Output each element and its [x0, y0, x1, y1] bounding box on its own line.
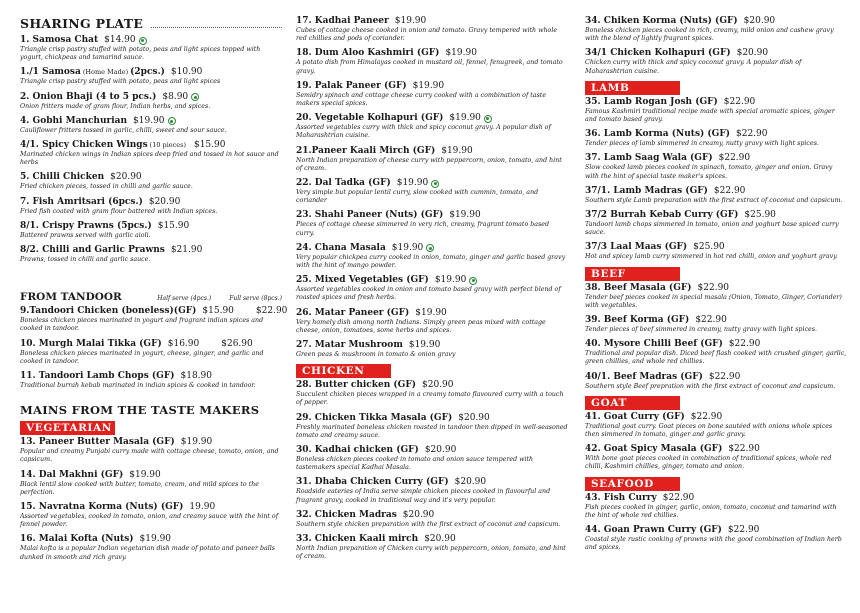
item-description: Succulent chicken pieces wrapped in a creamy tomato flavoured curry with a touch of pepper. [296, 391, 564, 407]
item-name-row [585, 129, 847, 140]
item-name: 20. Vegetable Kolhapuri (GF) [296, 113, 444, 124]
item-description: Southern style chicken preparation with the first extract of coconut and capsicum. [296, 520, 561, 528]
menu-item [585, 242, 847, 261]
item-price: $22.90 [708, 371, 741, 382]
item-name: 10. Murgh Malai Tikka (GF) [20, 338, 162, 349]
item-name: 4. Gobhi Manchurian [20, 115, 128, 126]
menu-item [296, 210, 568, 237]
item-price: $21.90 [170, 245, 203, 256]
item-name-row [20, 67, 282, 78]
menu-item [296, 146, 568, 173]
item-price: $19.90 [180, 437, 213, 448]
item-price: $19.90 [415, 307, 447, 318]
item-price: $20.90 [110, 172, 142, 183]
item-price: $25.90 [744, 210, 776, 221]
item-description: Slow cooked lamb pieces cooked in spinach, tomato, ginger and onion. Gravy with the hint of special taste maker's spices. [585, 164, 833, 180]
vegan-icon [191, 93, 199, 101]
item-name: 27. Matar Mushroom [296, 340, 403, 351]
item-description: Pieces of cottage cheese simmered in very rich, creamy, fragrant tomato based curry. [296, 221, 550, 237]
item-price: $22.90 [713, 185, 746, 196]
full-serve-header: Full serve (8pcs.) [229, 295, 282, 303]
item-name-row [296, 380, 568, 391]
item-description: Coastal style rustic cooking of prawns with the good combination of Indian herb and spices. [585, 536, 842, 552]
menu-column-2 [296, 16, 568, 567]
item-name-row [296, 510, 568, 521]
item-name: 18. Dum Aloo Kashmiri (GF) [296, 48, 440, 59]
item-price: $22.90 [697, 282, 730, 293]
item-name-row [296, 146, 568, 157]
item-price: $22.90 [695, 315, 727, 326]
item-price: $10.90 [170, 67, 203, 78]
item-name: 9.Tandoori Chicken (boneless)(GF) [20, 306, 197, 317]
menu-item [585, 283, 847, 310]
item-price: $22.90 [727, 525, 760, 536]
item-name-row [296, 113, 568, 124]
item-name-row [296, 48, 568, 59]
item-name-row [296, 16, 568, 27]
menu-item [585, 16, 847, 43]
item-name: 4/1. Spicy Chicken Wings [20, 140, 148, 151]
item-name: 2. Onion Bhaji (4 to 5 pcs.) [20, 91, 157, 102]
item-name-row [585, 412, 847, 423]
item-price: $16.90 [167, 338, 200, 349]
item-description: Chicken curry with thick and spicy coconut gravy. A popular dish of Maharashtrian cuisine. [585, 59, 802, 75]
lamb-list [585, 97, 847, 262]
menu-column-3 [585, 16, 847, 557]
item-price-full: $26.90 [221, 338, 253, 349]
item-description: Boneless chicken pieces marinated in yogurt and fragrant indian spices and cooked in tandoor. [20, 317, 264, 333]
item-price: $19.90 [449, 113, 481, 124]
item-name-row [585, 339, 847, 350]
item-description: Assorted vegetables curry with thick and spicy coconut gravy. A popular dish of Maharashtrian cuisine. [296, 124, 551, 140]
chicken-list-continued [585, 16, 847, 76]
item-description: Tandoori lamb chops simmered in tomato, onion and yoghurt base spiced curry sauce. [585, 221, 839, 237]
menu-item [20, 92, 282, 111]
item-name-row [20, 172, 282, 183]
menu-item [296, 445, 568, 472]
menu-item [585, 525, 847, 552]
category-seafood: SEAFOOD [585, 477, 680, 491]
item-price: $20.90 [736, 48, 769, 59]
vegan-icon [484, 115, 492, 123]
item-price: $19.90 [441, 145, 473, 156]
vegan-icon [431, 180, 439, 188]
item-name-row [20, 502, 282, 513]
item-name: 38. Beef Masala (GF) [585, 282, 692, 293]
menu-item [585, 493, 847, 520]
category-vegetarian: VEGETARIAN [20, 421, 115, 435]
item-price-full: $22.90 [255, 306, 288, 317]
item-price: $15.90 [157, 220, 190, 231]
item-name-row [20, 221, 282, 232]
item-description: Roadside eateries of India serve simple chicken pieces cooked in flavourful and fragrant gravy, cooked in traditional way and it's very popular. [296, 488, 551, 504]
item-price: $20.90 [454, 477, 487, 488]
item-name: 19. Palak Paneer (GF) [296, 80, 407, 91]
item-name: 42. Goat Spicy Masala (GF) [585, 444, 723, 455]
item-description: Tender pieces of lamb simmered in creamy, nutty gravy with light spices. [585, 140, 819, 148]
item-name: 16. Malai Kofta (Nuts) [20, 534, 134, 545]
menu-item [585, 315, 847, 334]
item-name: 15. Navratna Korma (Nuts) (GF) [20, 502, 184, 513]
menu-item [296, 380, 568, 407]
item-name-row [20, 371, 282, 382]
item-name-row [296, 445, 568, 456]
item-name: 17. Kadhai Paneer [296, 16, 389, 26]
menu-item [585, 153, 847, 180]
item-name: 34. Chiken Korma (Nuts) (GF) [585, 16, 738, 26]
item-description: Famous Kashmiri traditional recipe made with special aromatic spices, ginger and tomato based gravy. [585, 107, 835, 124]
menu-item [20, 245, 282, 264]
item-description: Freshly marinated boneless chicken roasted in tandoor then dipped in well-seasoned tomato and creamy sauce. [296, 423, 568, 439]
menu-item [20, 437, 282, 464]
item-name-row [20, 197, 282, 208]
item-name-row [296, 81, 568, 92]
item-description: Semidry spinach and cottage cheese curry cooked with a combination of taste makers special spices. [296, 91, 547, 108]
item-description: Very simple but popular lentil curry, slow cooked with cummin, tomato, and coriander [296, 189, 539, 205]
item-name: 30. Kadhai chicken (GF) [296, 445, 419, 456]
section-sharing-plate [20, 16, 282, 31]
menu-item [20, 502, 282, 529]
item-description: Black lentil slow cooked with butter, tomato, cream, and mild spices to the perfection. [20, 480, 260, 496]
item-name-row [585, 153, 847, 164]
item-name-row [20, 116, 282, 127]
item-description: North Indian preparation of Chicken curry with peppercorn, onion, tomato, and hint of cream. [296, 545, 566, 561]
item-price: $20.90 [458, 412, 490, 423]
item-name: 23. Shahi Paneer (Nuts) (GF) [296, 210, 444, 221]
item-name: 14. Dal Makhni (GF) [20, 469, 124, 480]
item-name: 32. Chicken Madras [296, 509, 397, 520]
item-name: 34/1 Chicken Kolhapuri (GF) [585, 48, 731, 59]
item-price: $19.90 [396, 178, 429, 189]
menu-item [296, 340, 568, 359]
dotted-divider [151, 20, 282, 28]
chicken-list [296, 380, 568, 561]
category-lamb: LAMB [585, 81, 680, 95]
menu-item [296, 243, 568, 270]
item-description: Boneless chicken pieces marinated in yogurt, cheese, ginger, and garlic and cooked in tandoor. [20, 349, 264, 365]
item-name-row [20, 35, 282, 46]
item-name: 8/2. Chilli and Garlic Prawns [20, 245, 165, 256]
item-description: Battered prawns served with garlic aioli. [20, 231, 151, 239]
item-name-row [585, 372, 847, 383]
menu-item [585, 210, 847, 237]
menu-item [20, 140, 282, 167]
item-price: $20.90 [743, 16, 776, 26]
item-description: Southern style Lamb preparation with the first extract of coconut and capsicum. [585, 196, 843, 204]
item-description: Boneless chicken pieces cooked in tomato and onion sauce tempered with tastemakers special Kadhai Masala. [296, 456, 534, 472]
vegan-icon [139, 37, 147, 45]
item-price: $19.90 [129, 469, 161, 480]
item-name-row [296, 178, 568, 189]
item-price: $19.90 [408, 340, 441, 351]
vegan-icon [426, 244, 434, 252]
vegan-icon [168, 117, 176, 125]
item-name: 37/1. Lamb Madras (GF) [585, 185, 708, 196]
item-name-row [585, 210, 847, 221]
menu-item [20, 172, 282, 191]
menu-item [20, 306, 288, 333]
menu-item [20, 116, 282, 135]
item-name: 39. Beef Korma (GF) [585, 315, 690, 326]
item-description: Traditional goat curry. Goat pieces on bone sautéed with onions whole spices then simmered in tomato, ginger and garlic gravy. [585, 422, 833, 439]
item-name-row [296, 477, 568, 488]
item-description: North Indian preparation of cheese curry with peppercorn, onion, tomato, and hint of cream. [296, 156, 562, 172]
menu-item [296, 477, 568, 504]
item-name: 8/1. Crispy Prawns (5pcs.) [20, 220, 152, 231]
item-price: $19.90 [394, 16, 427, 26]
menu-item [20, 35, 282, 62]
section-title: SHARING PLATE [20, 16, 144, 31]
item-name-row [585, 48, 847, 59]
menu-item [296, 510, 568, 529]
item-description: Fish pieces cooked in ginger, garlic, onion, tomato, coconut and tamarind with the hint of whole red chillies. [585, 503, 837, 519]
item-name-row [20, 306, 288, 317]
item-description: Cauliflower fritters tossed in garlic, chilli, sweet and sour sauce. [20, 126, 227, 134]
item-price: $20.90 [422, 380, 454, 391]
item-description: Traditional burrah kebab marinated in indian spices & cooked in tandoor. [20, 382, 256, 390]
item-name-row [296, 413, 568, 424]
menu-item [296, 308, 568, 335]
item-price: $19.90 [133, 115, 165, 126]
item-price: $22.90 [723, 96, 756, 107]
item-name: 5. Chilli Chicken [20, 172, 105, 183]
menu-item [296, 113, 568, 140]
category-chicken: CHICKEN [296, 364, 391, 378]
item-description: Marinated chicken wings in Indian spices deep fried and tossed in hot sauce and herbs [20, 151, 279, 167]
seafood-list [585, 493, 847, 553]
category-beef: BEEF [585, 267, 680, 281]
item-name-row [585, 242, 847, 253]
item-name-row [585, 283, 847, 294]
item-name-row [20, 534, 282, 545]
item-name-row [296, 210, 568, 221]
item-name: 1. Samosa Chat [20, 35, 99, 45]
item-name-row [296, 308, 568, 319]
item-name-row [20, 140, 282, 151]
item-name: 37/2 Burrah Kebab Curry (GF) [585, 210, 739, 221]
item-name-row [585, 97, 847, 108]
item-price: $22.90 [728, 444, 760, 455]
item-name: 21.Paneer Kaali Mirch (GF) [296, 145, 436, 156]
item-name-row [296, 243, 568, 254]
menu-item [296, 178, 568, 205]
item-name: 35. Lamb Rogan Josh (GF) [585, 96, 718, 107]
item-name-row [20, 437, 282, 448]
menu-item [296, 413, 568, 440]
item-name: 37. Lamb Saag Wala (GF) [585, 153, 713, 164]
item-price: $20.90 [424, 534, 456, 545]
item-name-row [585, 315, 847, 326]
item-name: 41. Goat Curry (GF) [585, 411, 685, 422]
item-name: 37/3 Laal Maas (GF) [585, 242, 688, 253]
item-name-row [296, 534, 568, 545]
item-name: 26. Matar Paneer (GF) [296, 307, 410, 318]
item-name: 44. Goan Prawn Curry (GF) [585, 525, 722, 536]
section-title: FROM TANDOOR [20, 291, 122, 304]
menu-item [20, 221, 282, 240]
item-name-suffix: (2pcs.) [130, 67, 165, 78]
menu-item [585, 412, 847, 439]
item-description: Popular and creamy Punjabi curry made with cottage cheese, tomato, onion, and capsicum. [20, 448, 279, 464]
item-name-row [585, 493, 847, 504]
item-price: $19.90 [449, 210, 481, 221]
item-description: Southern style Beef prepration with the first extract of coconut and capsicum. [585, 382, 836, 390]
item-name: 29. Chicken Tikka Masala (GF) [296, 412, 453, 423]
item-name: 40/1. Beef Madras (GF) [585, 371, 703, 382]
item-price: $20.90 [402, 509, 435, 520]
item-name: 1./1 Samosa [20, 67, 81, 78]
goat-list [585, 412, 847, 472]
menu-item [585, 97, 847, 124]
item-description: Very popular chickpea curry cooked in onion, tomato, ginger and garlic based gravy with the hint of mango powder. [296, 253, 566, 270]
menu-item [585, 48, 847, 75]
tandoor-list [20, 306, 288, 390]
menu-item [20, 339, 282, 366]
category-goat: GOAT [585, 396, 680, 410]
item-description: Triangle crisp pastry stuffed with potato, peas and light spices topped with yogurt, chickpeas and tamarind sauce. [20, 46, 261, 62]
menu-item [585, 339, 847, 366]
item-description: Assorted vegetables, cooked in tomato, onion, and creamy sauce with the hint of fennel powder. [20, 513, 279, 529]
vegan-icon [469, 277, 477, 285]
vegetarian-list [20, 437, 282, 562]
beef-list [585, 283, 847, 391]
item-price: $19.90 [412, 80, 445, 91]
item-name: 43. Fish Curry [585, 492, 657, 503]
menu-item [296, 48, 568, 75]
item-name-row [20, 470, 282, 481]
item-name-row [585, 444, 847, 455]
item-description: Green peas & mushroom in tomato & onion gravy [296, 351, 456, 359]
menu-item [20, 371, 282, 390]
menu-item [296, 16, 568, 43]
item-description: Assorted vegetables cooked in onion and tomato based gravy with perfect blend of roasted spices and fresh herbs. [296, 286, 561, 302]
item-price: $20.90 [424, 445, 457, 456]
item-name: 7. Fish Amritsari (6pcs.) [20, 196, 143, 207]
item-name-row [296, 275, 568, 286]
menu-column-1 [20, 16, 288, 567]
vegetarian-list-continued [296, 16, 568, 359]
item-description: Traditional and popular dish. Diced beef flash cooked with crushed ginger, garlic, green chillies, and whole red chillies. [585, 350, 847, 366]
item-price: $15.90 [193, 140, 226, 151]
menu-item [20, 470, 282, 497]
item-name-row [585, 16, 847, 27]
menu-item [585, 129, 847, 148]
item-description: Malai kofta is a popular Indian vegetarian dish made of potato and paneer balls dunked in smooth and rich gravy. [20, 545, 276, 561]
item-name: 11. Tandoori Lamb Chops (GF) [20, 371, 175, 382]
item-price: $15.90 [202, 306, 234, 317]
menu-item [20, 197, 282, 216]
item-name: 31. Dhaba Chicken Curry (GF) [296, 477, 449, 488]
item-description: Triangle crisp pastry stuffed with potato, peas and light spices [20, 78, 221, 86]
item-description: Fried fish coated with gram flour battered with Indian spices. [20, 207, 218, 215]
menu-item [585, 372, 847, 391]
item-description: Tender beef pieces cooked in special masala (Onion, Tomato, Ginger, Coriander) with vegetables. [585, 293, 842, 309]
item-description: Hot and spicey lamb curry simmered in hot red chilli, onion and yoghurt gravy. [585, 253, 838, 261]
item-price: $22.90 [690, 411, 723, 422]
item-price: $22.90 [662, 492, 695, 503]
section-mains [20, 403, 282, 417]
item-description: Very homely dish among north Indians. Simply green peas mixed with cottage cheese, onion, tomatoes, some herbs and spices. [296, 318, 546, 334]
item-name-row [20, 245, 282, 256]
item-description: Tender pieces of beef simmered in creamy, nutty gravy with light spices. [585, 326, 817, 334]
half-serve-header: Half serve (4pcs.) [157, 295, 212, 303]
item-name: 25. Mixed Vegetables (GF) [296, 275, 429, 286]
section-from-tandoor [20, 291, 282, 303]
item-note: (10 pieces) [149, 141, 186, 150]
menu-item [20, 67, 282, 86]
item-price: $19.90 [139, 534, 172, 545]
item-note: (Home Made) [82, 68, 129, 77]
item-price: 19.90 [189, 502, 216, 513]
item-name-row [20, 92, 282, 103]
item-description: Fried chicken pieces, tossed in chilli and garlic sauce. [20, 183, 193, 191]
item-name-row [585, 186, 847, 197]
item-name-row [585, 525, 847, 536]
item-name: 22. Dal Tadka (GF) [296, 178, 391, 189]
menu-item [585, 444, 847, 471]
item-description: Onion fritters made of gram flour, Indian herbs, and spices. [20, 102, 211, 110]
item-description: Prawns, tossed in chilli and garlic sauce. [20, 256, 151, 264]
menu-item [585, 186, 847, 205]
item-price: $14.90 [104, 35, 136, 45]
item-price: $22.90 [728, 339, 761, 350]
item-price: $19.90 [445, 48, 477, 59]
item-name: 24. Chana Masala [296, 242, 386, 253]
item-price: $19.90 [434, 275, 467, 286]
item-price: $22.90 [736, 129, 768, 140]
item-price: $18.90 [180, 371, 212, 382]
item-name: 33. Chicken Kaali mirch [296, 534, 419, 545]
sharing-plate-list [20, 35, 282, 264]
menu-item [296, 275, 568, 302]
item-name: 36. Lamb Korma (Nuts) (GF) [585, 129, 730, 140]
item-description: With bone goat pieces cooked in combination of traditional spices, whole red chilli, Kashmiri chillies, ginger, tomato and onion. [585, 455, 832, 471]
menu-item [296, 534, 568, 561]
item-price: $8.90 [162, 91, 189, 102]
item-name-row [296, 340, 568, 351]
item-description: Boneless chicken pieces cooked in rich, creamy, mild onion and cashew gravy with the blend of lightly fragrant spices. [585, 27, 834, 43]
item-price: $20.90 [148, 196, 181, 207]
item-description: A potato dish from Himalayas cooked in mustard oil, fennel, fenugreek, and tomato gravy. [296, 59, 563, 75]
item-price: $22.90 [718, 153, 751, 164]
item-price: $19.90 [391, 242, 424, 253]
item-description: Cubes of cottage cheese cooked in onion and tomato. Gravy tempered with whole red chillies and pods of coriander. [296, 27, 558, 43]
menu-item [20, 534, 282, 561]
item-name-row [20, 339, 282, 350]
item-name: 13. Paneer Butter Masala (GF) [20, 437, 175, 448]
item-name: 40. Mysore Chilli Beef (GF) [585, 339, 723, 350]
menu-item [296, 81, 568, 108]
section-title: MAINS FROM THE TASTE MAKERS [20, 403, 260, 418]
item-price: $25.90 [693, 242, 725, 253]
item-name: 28. Butter chicken (GF) [296, 380, 417, 391]
